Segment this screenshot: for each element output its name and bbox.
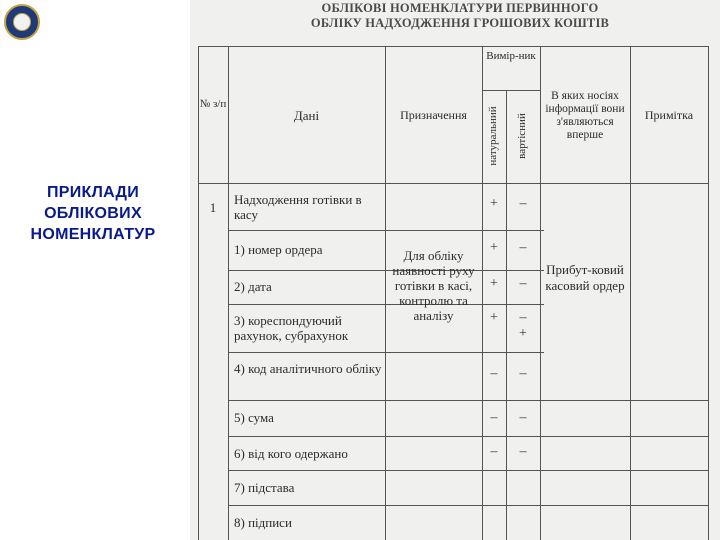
value-mark-3: – [519,310,527,325]
header-purpose: Призначення [400,108,467,122]
header-data: Дані [293,108,320,123]
row-data-2: 2) дата [234,279,272,294]
row-data-0: Надходження готівки в касу [234,192,362,222]
row-data-1: 1) номер ордера [234,242,323,257]
row-data-6: 6) від кого одержано [234,446,348,461]
natural-mark-5: – [490,410,498,425]
row-data-5: 5) сума [234,410,274,425]
header-carriers: В яких носіях інформації вони з'являються вперше [545,90,625,141]
natural-mark-3: + [490,310,498,325]
document-title-line-1: ОБЛІКОВІ НОМЕНКЛАТУРИ ПЕРВИННОГО [321,1,599,15]
header-number: № з/п [199,98,227,110]
value-mark-0: – [519,196,527,211]
value-mark-3b: + [519,326,527,341]
natural-mark-6: – [490,444,498,459]
natural-mark-0: + [490,196,498,211]
natural-mark-1: + [490,240,498,255]
row-data-8: 8) підписи [234,515,292,530]
university-logo [4,4,40,40]
scanned-document [190,0,720,540]
row-data-4: 4) код аналітичного обліку [234,361,382,376]
header-meter: Вимір-ник [486,50,536,62]
value-mark-4: – [519,366,527,381]
header-natural: натуральний [487,106,499,166]
row-data-3: 3) кореспондуючий рахунок, субрахунок [234,313,349,343]
document-title [280,1,640,31]
value-mark-5: – [519,410,527,425]
purpose-text: Для обліку наявності руху готівки в касі, контролю та аналізу [392,248,475,323]
row-number: 1 [209,200,217,215]
slide-title: ПРИКЛАДИ ОБЛІКОВИХ НОМЕНКЛАТУР [30,184,156,243]
natural-mark-4: – [490,366,498,381]
header-note: Примітка [644,108,694,122]
natural-mark-2: + [490,276,498,291]
value-mark-6: – [519,444,527,459]
row-data-7: 7) підстава [234,480,295,495]
carrier-text: Прибут-ковий касовий ордер [545,262,625,293]
document-title-line-2: ОБЛІКУ НАДХОДЖЕННЯ ГРОШОВИХ КОШТІВ [310,16,610,30]
value-mark-1: – [519,240,527,255]
value-mark-2: – [519,276,527,291]
header-value: вартісний [516,113,528,159]
